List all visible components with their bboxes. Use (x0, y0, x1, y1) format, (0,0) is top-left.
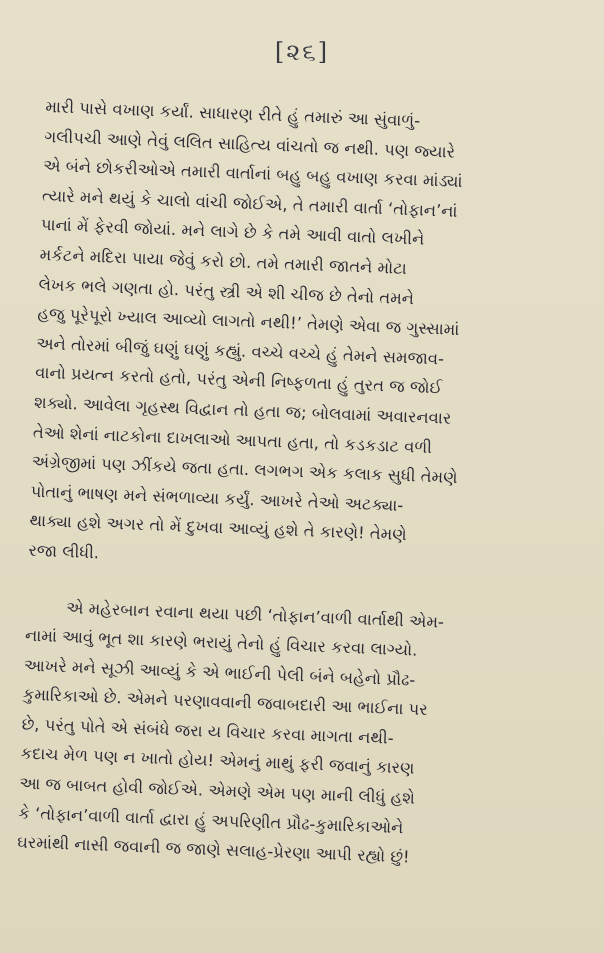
text-line: અંગ્રેજીમાં પણ ઝીંકયે જતા હતા. લગભગ એક કલાક સુધી તેમણે (31, 451, 458, 488)
text-line: આખરે મને સૂઝી આવ્યું કે એ ભાઈની પેલી બંને બહેનો પ્રૌઢ- (23, 655, 416, 690)
text-line: કે ‘તોફાન’વાળી વાર્તા દ્વારા હું અપરિણીત પ્રૌઢ-કુમારિકાઓને (17, 803, 404, 837)
text-line: અને તોરમાં બીજું ઘણું ઘણું કહ્યું. વચ્ચે વચ્ચે હું તેમને સમજાવ- (35, 333, 445, 369)
text-line: ત્યારે મને થયું કે ચાલો વાંચી જોઈએ, તે તમારી વાર્તા ‘તોફાન’નાં (41, 185, 458, 221)
text-line: મારી પાસે વખાણ કર્યાં. સાધારણ રીતે હું તમારું આ સુંવાળું- (45, 96, 421, 131)
text-line: છે, પરંતુ પોતે એ સંબંધે જરા ય વિચાર કરવા માગતા નથી- (21, 714, 394, 748)
text-line: રજા લીધી. (28, 540, 100, 563)
text-line: પોતાનું ભાષણ મને સંભળાવ્યા કર્યું. આખરે તેઓ અટક્યા- (30, 481, 404, 515)
text-line: હજુ પૂરેપૂરો ખ્યાલ આવ્યો લાગતો નથી!’ તેમણે એવા જ ગુસ્સામાં (37, 303, 460, 340)
text-line: ઘરમાંથી નાસી જવાની જ જાણે સલાહ-પ્રેરણા આપી રહ્યો છું! (16, 832, 410, 867)
text-line: ગલીપચી આણે તેવું લલિત સાહિત્ય વાંચતો જ નથી. પણ જ્યારે (43, 126, 456, 162)
text-line: આ જ બાબત હોવી જોઈએ. એમણે એમ પણ માની લીધું હશે (19, 773, 416, 808)
text-line: લેખક ભલે ગણતા હો. પરંતુ સ્ત્રી એ શી ચીજ છે તેનો તમને (38, 274, 415, 308)
text-line: એ બંને છોકરીઓએ તમારી વાર્તાનાં બહુ બહુ વખાણ કરવા માંડ્યાં (42, 156, 463, 192)
paragraph-1 (28, 92, 576, 585)
text-line: તેઓ શેનાં નાટકોના દાખલાઓ આપતા હતા, તો કડકડાટ વળી (32, 422, 433, 457)
text-line: કદાચ મેળ પણ ન ખાતો હોય! એમનું માથું ફરી જવાનું કારણ (20, 743, 415, 779)
paragraph-2 (17, 591, 557, 877)
text-line: નામાં આવું ભૂત શા કારણે ભરાયું તેનો હું વિચાર કરવા લાગ્યો. (24, 625, 418, 660)
body-text (17, 92, 576, 878)
text-line: એ મહેરબાન રવાના થયા પછી ‘તોફાન’વાળી વાર્તાથી એમ- (65, 597, 445, 632)
text-line: થાક્યા હશે અગર તો મેં દુખવા આવ્યું હશે તે કારણે! તેમણે (29, 511, 407, 545)
page-number: [૨૬] (274, 38, 330, 66)
text-line: કુમારિકાઓ છે. એમને પરણાવવાની જવાબદારી આ ભાઈના પર (22, 684, 429, 720)
text-line: પાનાં મેં ફેરવી જોયાં. મને લાગે છે કે તમે આવી વાતો લખીને (40, 215, 425, 249)
text-line: મર્કટને મદિરા પાયા જેવું કરો છો. તમે તમારી જાતને મોટા (39, 244, 408, 278)
text-line: વાનો પ્રયત્ન કરતો હતો, પરંતુ એની નિષ્ફળતા હું તુરત જ જોઈ (34, 363, 443, 398)
text-line: શક્યો. આવેલા ગૃહસ્થ વિદ્વાન તો હતા જ; બોલવામાં અવારનવાર (33, 392, 452, 428)
